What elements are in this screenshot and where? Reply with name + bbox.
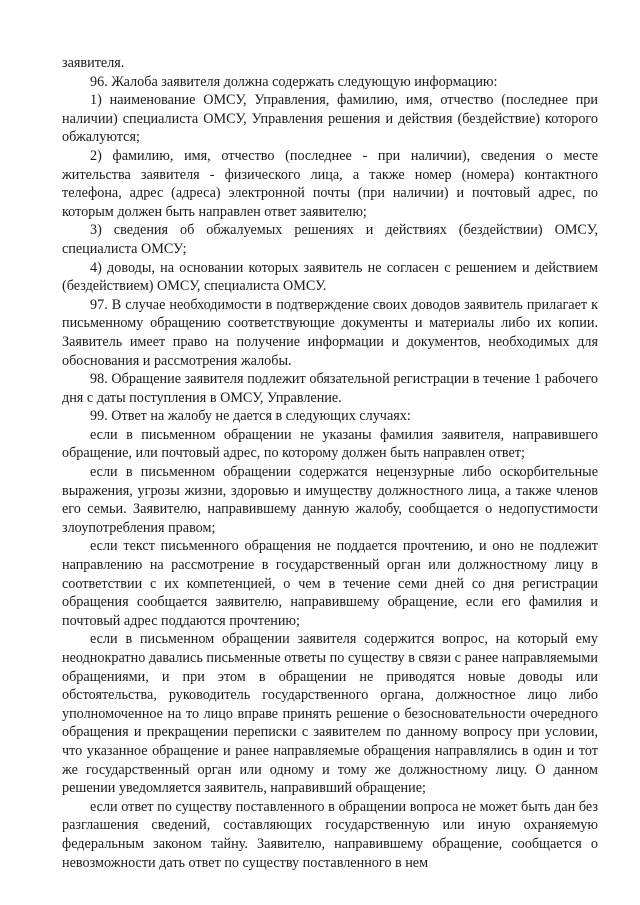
paragraph-99-case-1: если в письменном обращении не указаны фамилия заявителя, направившего обращение, или почтовый адрес, по которому должен быть направлен ответ;: [62, 426, 598, 462]
paragraph-96-item-4: 4) доводы, на основании которых заявитель не согласен с решением и действием (бездействием) ОМСУ, специалиста ОМСУ.: [62, 259, 598, 295]
paragraph-continuation: заявителя.: [62, 55, 125, 71]
paragraph-96: 96. Жалоба заявителя должна содержать следующую информацию:: [90, 73, 498, 90]
paragraph-99-case-5: если ответ по существу поставленного в обращении вопроса не может быть дан без разглашения сведений, составляющих государственную или иную охраняемую федеральным законом тайну. Заявителю, направившему обращение, сообщается о невозможности дать ответ по существу поставленного в нем: [62, 798, 598, 871]
paragraph-96-item-3: 3) сведения об обжалуемых решениях и действиях (бездействии) ОМСУ, специалиста ОМСУ;: [62, 222, 598, 257]
paragraph-99-case-4: если в письменном обращении заявителя содержится вопрос, на который ему неоднократно давались письменные ответы по существу в связи с ранее направляемыми обращениями, и при этом в обращении не приводятся новые доводы или обстоятельства, руководитель государственного органа, должностное лицо либо уполномоченное на то лицо вправе принять решение о безосновательности очередного обращения и прекращении переписки с заявителем по данному вопросу при условии, что указанное обращение и ранее направляемые обращения направлялись в один и тот же государственный орган или одному и тому же должностному лицу. О данном решении уведомляется заявитель, направивший обращение;: [62, 631, 598, 797]
paragraph-99: 99. Ответ на жалобу не дается в следующих случаях:: [90, 408, 411, 425]
paragraph-99-case-3: если текст письменного обращения не поддается прочтению, и оно не подлежит направлению на рассмотрение в государственный орган или должностному лицу в соответствии с их компетенцией, о чем в течение семи дней со дня регистрации обращения сообщается заявителю, направившему обращение, если его фамилия и почтовый адрес поддаются прочтению;: [62, 538, 598, 629]
paragraph-96-item-2: 2) фамилию, имя, отчество (последнее - при наличии), сведения о месте жительства заявителя - физического лица, а также номер (номера) контактного телефона, адрес (адреса) электронной почты (при наличии) и почтовый адрес, по которым должен быть направлен ответ заявителю;: [62, 147, 598, 220]
paragraph-96-item-1: 1) наименование ОМСУ, Управления, фамилию, имя, отчество (последнее при наличии) специалиста ОМСУ, Управления решения и действия (бездействие) которого обжалуются;: [62, 92, 598, 146]
paragraph-99-case-2: если в письменном обращении содержатся нецензурные либо оскорбительные выражения, угрозы жизни, здоровью и имуществу должностного лица, а также членов его семьи. Заявителю, направившему данную жалобу, сообщается о недопустимости злоупотребления правом;: [62, 464, 598, 536]
paragraph-98: 98. Обращение заявителя подлежит обязательной регистрации в течение 1 рабочего дня с даты поступления в ОМСУ, Управление.: [62, 371, 598, 406]
document-page: [62, 54, 598, 872]
paragraph-97: 97. В случае необходимости в подтверждение своих доводов заявитель прилагает к письменному обращению соответствующие документы и материалы либо их копии. Заявитель имеет право на получение информации и документов, необходимых для обоснования и рассмотрения жалобы.: [62, 296, 598, 369]
